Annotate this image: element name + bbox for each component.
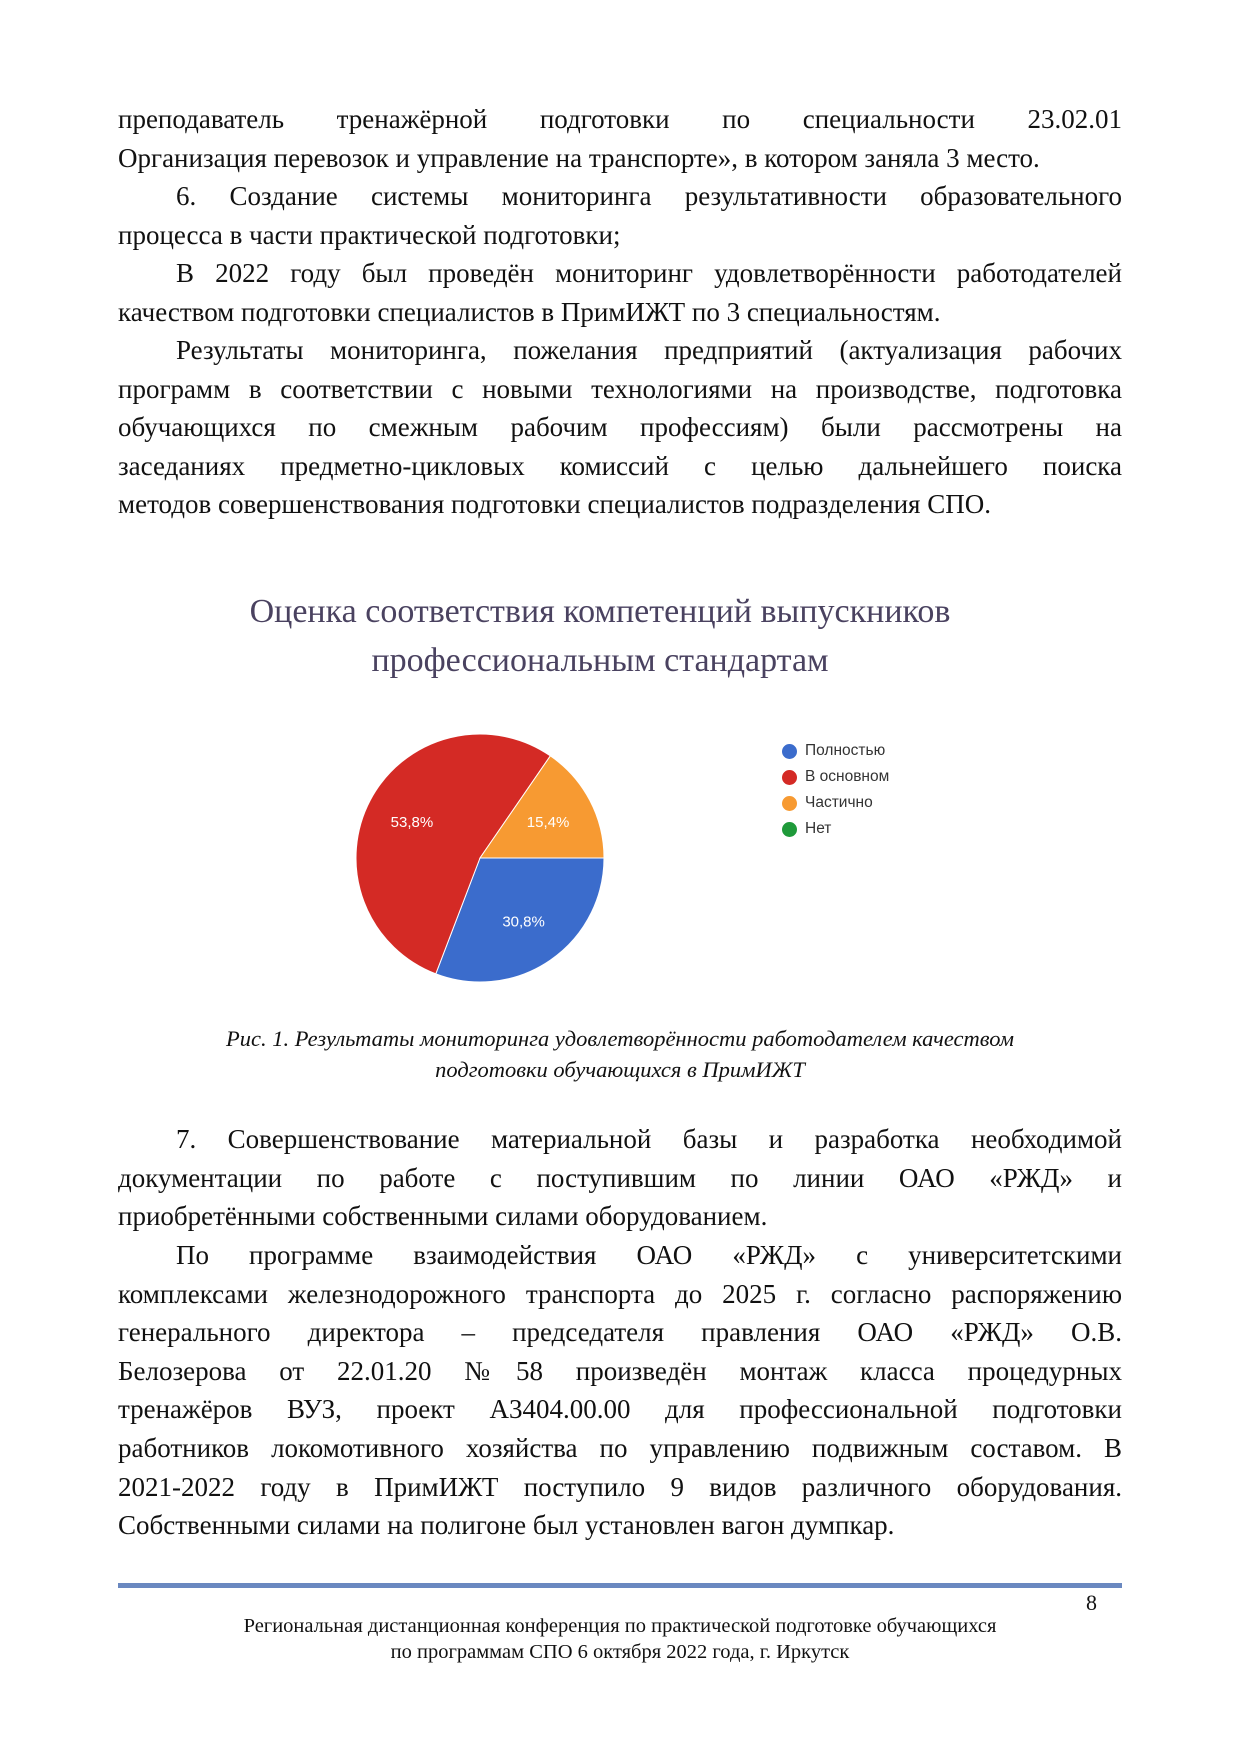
footer-line: Региональная дистанционная конференция по практической подготовке обучающихся — [243, 1615, 997, 1637]
text-line: методов совершенствования подготовки специалистов подразделения СПО. — [118, 489, 991, 520]
paragraph-item-7 — [118, 1120, 1122, 1236]
text-line: Организация перевозок и управление на транспорте», в котором заняла 3 место. — [118, 142, 1040, 173]
legend-item — [782, 816, 889, 842]
pie-slice-label: 15,4% — [526, 814, 570, 832]
legend-label: В основном — [805, 768, 890, 785]
paragraph-program — [118, 1236, 1122, 1545]
text-line: заседаниях предметно-цикловых комиссий с целью дальнейшего поиска — [118, 450, 1122, 481]
legend-item — [782, 790, 889, 816]
text-line: По программе взаимодействия ОАО «РЖД» с университетскими — [176, 1240, 1122, 1270]
footer-divider — [118, 1583, 1122, 1588]
paragraph-results — [118, 331, 1122, 524]
caption-line: Рис. 1. Результаты мониторинга удовлетворённости работодателем качеством — [226, 1026, 1014, 1051]
text-line: комплексами железнодорожного транспорта до 2025 г. согласно распоряжению — [118, 1278, 1122, 1309]
legend-dot — [782, 796, 797, 811]
text-line: Собственными силами на полигоне был установлен вагон думпкар. — [118, 1510, 895, 1541]
text-line: преподаватель тренажёрной подготовки по специальности 23.02.01 — [118, 104, 1122, 134]
chart-title-line: профессиональным стандартам — [371, 642, 829, 679]
legend-item — [782, 738, 889, 764]
text-line: программ в соответствии с новыми технологиями на производстве, подготовка — [118, 373, 1122, 404]
chart-title-line: Оценка соответствия компетенций выпускников — [249, 593, 951, 630]
pie-slice-label: 30,8% — [502, 913, 545, 931]
legend-label: Частично — [805, 794, 873, 811]
footer-line: по программам СПО 6 октября 2022 года, г. Иркутск — [390, 1641, 850, 1663]
text-line: 6. Создание системы мониторинга результативности образовательного — [176, 181, 1122, 211]
chart-title — [118, 587, 1122, 685]
legend-label: Полностью — [805, 742, 886, 759]
chart-legend — [782, 738, 889, 842]
text-line: приобретёнными собственными силами оборудованием. — [118, 1201, 768, 1232]
pie-chart — [340, 718, 620, 998]
paragraph-monitoring — [118, 254, 1122, 331]
text-line: обучающихся по смежным рабочим профессиям) были рассмотрены на — [118, 412, 1122, 443]
text-line: качеством подготовки специалистов в ПримИЖТ по 3 специальностям. — [118, 296, 941, 327]
footer-text — [118, 1613, 1122, 1665]
figure-caption — [118, 1023, 1122, 1085]
text-line: Результаты мониторинга, пожелания предприятий (актуализация рабочих — [176, 335, 1122, 365]
legend-dot — [782, 744, 797, 759]
paragraph-item-6 — [118, 177, 1122, 254]
caption-line: подготовки обучающихся в ПримИЖТ — [435, 1057, 805, 1082]
legend-label: Нет — [805, 820, 832, 837]
page-number: 8 — [1086, 1590, 1097, 1615]
text-line: генерального директора – председателя правления ОАО «РЖД» О.В. — [118, 1317, 1122, 1348]
text-line: 2021-2022 году в ПримИЖТ поступило 9 видов различного оборудования. — [118, 1471, 1122, 1502]
text-line: процесса в части практической подготовки; — [118, 219, 621, 250]
legend-dot — [782, 770, 797, 785]
text-line: 7. Совершенствование материальной базы и разработка необходимой — [176, 1124, 1122, 1154]
text-line: В 2022 году был проведён мониторинг удовлетворённости работодателей — [176, 258, 1122, 288]
paragraph-continuation — [118, 100, 1122, 177]
text-line: тренажёров ВУЗ, проект А3404.00.00 для профессиональной подготовки — [118, 1394, 1122, 1425]
legend-item — [782, 764, 889, 790]
text-line: документации по работе с поступившим по линии ОАО «РЖД» и — [118, 1162, 1122, 1193]
legend-dot — [782, 822, 797, 837]
text-line: Белозерова от 22.01.20 №58 произведён монтаж класса процедурных — [118, 1355, 1122, 1386]
text-line: работников локомотивного хозяйства по управлению подвижным составом. В — [118, 1432, 1122, 1463]
pie-slice-label: 53,8% — [390, 814, 434, 832]
